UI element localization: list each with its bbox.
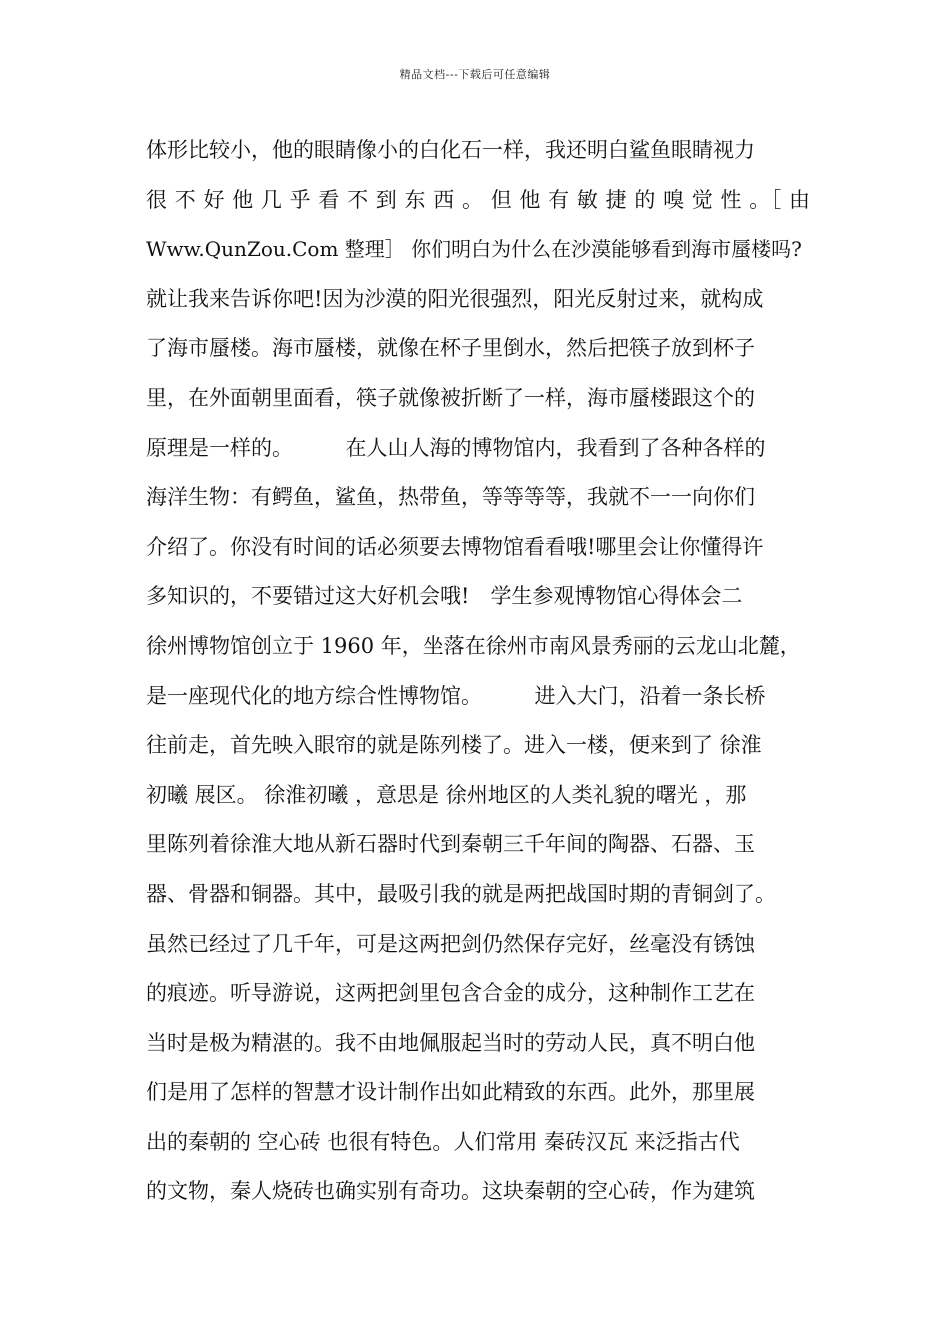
- text-line: 器、骨器和铜器。其中，最吸引我的就是两把战国时期的青铜剑了。: [146, 881, 776, 906]
- text-line: 们是用了怎样的智慧才设计制作出如此精致的东西。此外，那里展: [146, 1080, 755, 1105]
- text-line: 里，在外面朝里面看，筷子就像被折断了一样，海市蜃楼跟这个的: [146, 385, 755, 410]
- text-line: 了海市蜃楼。海市蜃楼，就像在杯子里倒水，然后把筷子放到杯子: [146, 336, 755, 361]
- text-line: 原理是一样的。 在人山人海的博物馆内，我看到了各种各样的: [146, 435, 766, 460]
- text-line: 虽然已经过了几千年，可是这两把剑仍然保存完好，丝毫没有锈蚀: [146, 931, 755, 956]
- text-line: 很 不 好 他 几 乎 看 不 到 东 西 。 但 他 有 敏 捷 的 嗅 觉 性 。［ 由: [146, 187, 810, 212]
- text-line: 体形比较小，他的眼睛像小的白化石一样，我还明白鲨鱼眼睛视力: [146, 138, 755, 162]
- text-line: 的文物，秦人烧砖也确实别有奇功。这块秦朝的空心砖，作为建筑: [146, 1179, 755, 1204]
- text-line: 往前走，首先映入眼帘的就是陈列楼了。进入一楼，便来到了 徐淮: [146, 733, 762, 758]
- page-header: 精品文档---下载后可任意编辑: [399, 68, 551, 81]
- text-line: 海洋生物：有鳄鱼，鲨鱼，热带鱼，等等等等，我就不一一向你们: [146, 485, 755, 510]
- text-line: Www.QunZou.Com 整理］ 你们明白为什么在沙漠能够看到海市蜃楼吗?: [146, 237, 802, 262]
- text-line: 当时是极为精湛的。我不由地佩服起当时的劳动人民，真不明白他: [146, 1030, 755, 1055]
- text-line: 的痕迹。听导游说，这两把剑里包含合金的成分，这种制作工艺在: [146, 981, 755, 1006]
- text-line: 多知识的，不要错过这大好机会哦! 学生参观博物馆心得体会二: [146, 584, 743, 609]
- text-line: 出的秦朝的 空心砖 也很有特色。人们常用 秦砖汉瓦 来泛指古代: [146, 1129, 740, 1154]
- text-line: 初曦 展区。 徐淮初曦 ，意思是 徐州地区的人类礼貌的曙光 ，那: [146, 782, 747, 807]
- text-line: 就让我来告诉你吧!因为沙漠的阳光很强烈，阳光反射过来，就构成: [146, 286, 764, 311]
- body-text: [146, 126, 810, 1217]
- text-line: 徐州博物馆创立于 1960 年，坐落在徐州市南风景秀丽的云龙山北麓，: [146, 633, 801, 658]
- text-line: 是一座现代化的地方综合性博物馆。 进入大门，沿着一条长桥: [146, 683, 766, 708]
- text-line: 里陈列着徐淮大地从新石器时代到秦朝三千年间的陶器、石器、玉: [146, 832, 755, 857]
- text-line: 介绍了。你没有时间的话必须要去博物馆看看哦!哪里会让你懂得许: [146, 534, 764, 559]
